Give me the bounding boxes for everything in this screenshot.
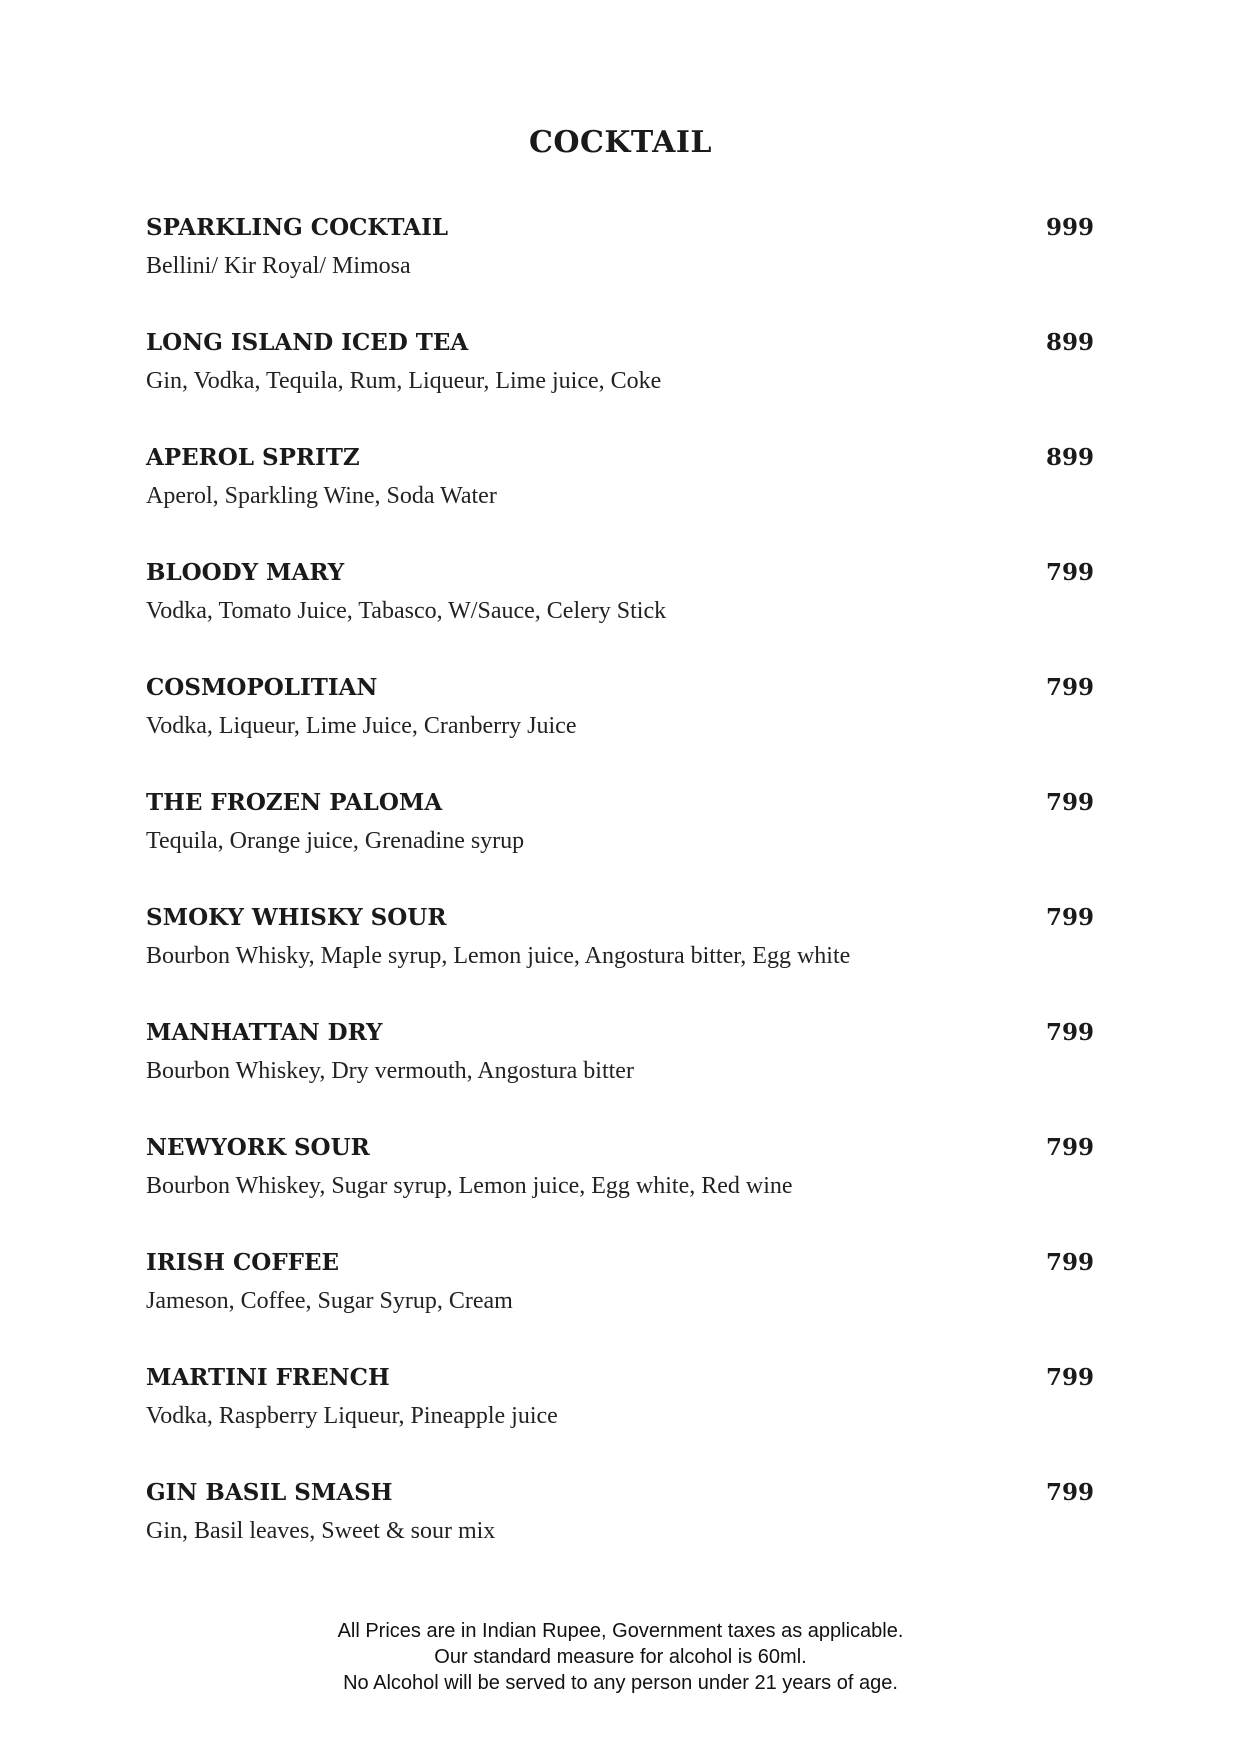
menu-item: [146, 673, 1094, 788]
menu-item-name: THE FROZEN PALOMA: [146, 789, 443, 816]
menu-item-price: 799: [1045, 1364, 1094, 1391]
menu-item-description: Bourbon Whiskey, Dry vermouth, Angostura bitter: [146, 1058, 634, 1084]
menu-item-description: Bourbon Whisky, Maple syrup, Lemon juice, Angostura bitter, Egg white: [146, 943, 851, 969]
menu-item-name: MANHATTAN DRY: [146, 1019, 383, 1046]
menu-item-price: 799: [1045, 789, 1094, 816]
menu-item: [146, 213, 1094, 328]
footer-notice: [0, 1618, 1241, 1696]
menu-item-price: 799: [1045, 674, 1094, 701]
menu-item-name: APEROL SPRITZ: [146, 444, 360, 471]
menu-item-description: Tequila, Orange juice, Grenadine syrup: [146, 828, 525, 854]
menu-item-description: Vodka, Raspberry Liqueur, Pineapple juice: [146, 1403, 558, 1429]
menu-item-description: Gin, Vodka, Tequila, Rum, Liqueur, Lime juice, Coke: [146, 368, 662, 394]
menu-item-description: Gin, Basil leaves, Sweet & sour mix: [146, 1518, 496, 1544]
menu-item: [146, 443, 1094, 558]
menu-item-description: Vodka, Tomato Juice, Tabasco, W/Sauce, Celery Stick: [146, 598, 667, 624]
menu-item-name: SPARKLING COCKTAIL: [146, 214, 449, 241]
menu-item: [146, 1363, 1094, 1478]
menu-item-price: 799: [1045, 1479, 1094, 1506]
menu-item-price: 799: [1045, 904, 1094, 931]
footer-line-measure: Our standard measure for alcohol is 60ml.: [434, 1646, 807, 1668]
menu-item-description: Bourbon Whiskey, Sugar syrup, Lemon juice, Egg white, Red wine: [146, 1173, 793, 1199]
menu-title: COCKTAIL: [528, 125, 713, 160]
menu-item-name: LONG ISLAND ICED TEA: [146, 329, 469, 356]
menu-item-name: SMOKY WHISKY SOUR: [146, 904, 447, 931]
menu-item-name: IRISH COFFEE: [146, 1249, 340, 1276]
menu-item-price: 799: [1045, 1019, 1094, 1046]
menu-item: [146, 788, 1094, 903]
menu-item: [146, 328, 1094, 443]
menu-item-description: Bellini/ Kir Royal/ Mimosa: [146, 253, 411, 279]
menu-item: [146, 1478, 1094, 1593]
menu-item-description: Aperol, Sparkling Wine, Soda Water: [146, 483, 497, 509]
menu-item: [146, 1018, 1094, 1133]
footer-line-age: No Alcohol will be served to any person under 21 years of age.: [343, 1672, 898, 1694]
menu-item-price: 799: [1045, 1249, 1094, 1276]
menu-item-list: [146, 213, 1094, 1593]
menu-item: [146, 558, 1094, 673]
footer-line-prices: All Prices are in Indian Rupee, Government taxes as applicable.: [337, 1620, 904, 1642]
menu-item-name: BLOODY MARY: [146, 559, 345, 586]
menu-item: [146, 1248, 1094, 1363]
menu-item-name: GIN BASIL SMASH: [146, 1479, 393, 1506]
menu-item-name: MARTINI FRENCH: [146, 1364, 390, 1391]
menu-item: [146, 1133, 1094, 1248]
menu-item-description: Vodka, Liqueur, Lime Juice, Cranberry Juice: [146, 713, 577, 739]
menu-item-price: 899: [1045, 329, 1094, 356]
menu-item: [146, 903, 1094, 1018]
menu-item-description: Jameson, Coffee, Sugar Syrup, Cream: [146, 1288, 513, 1314]
menu-item-price: 799: [1045, 1134, 1094, 1161]
menu-item-name: COSMOPOLITIAN: [146, 674, 378, 701]
menu-item-name: NEWYORK SOUR: [146, 1134, 370, 1161]
menu-item-price: 799: [1045, 559, 1094, 586]
menu-item-price: 999: [1045, 214, 1094, 241]
menu-item-price: 899: [1045, 444, 1094, 471]
